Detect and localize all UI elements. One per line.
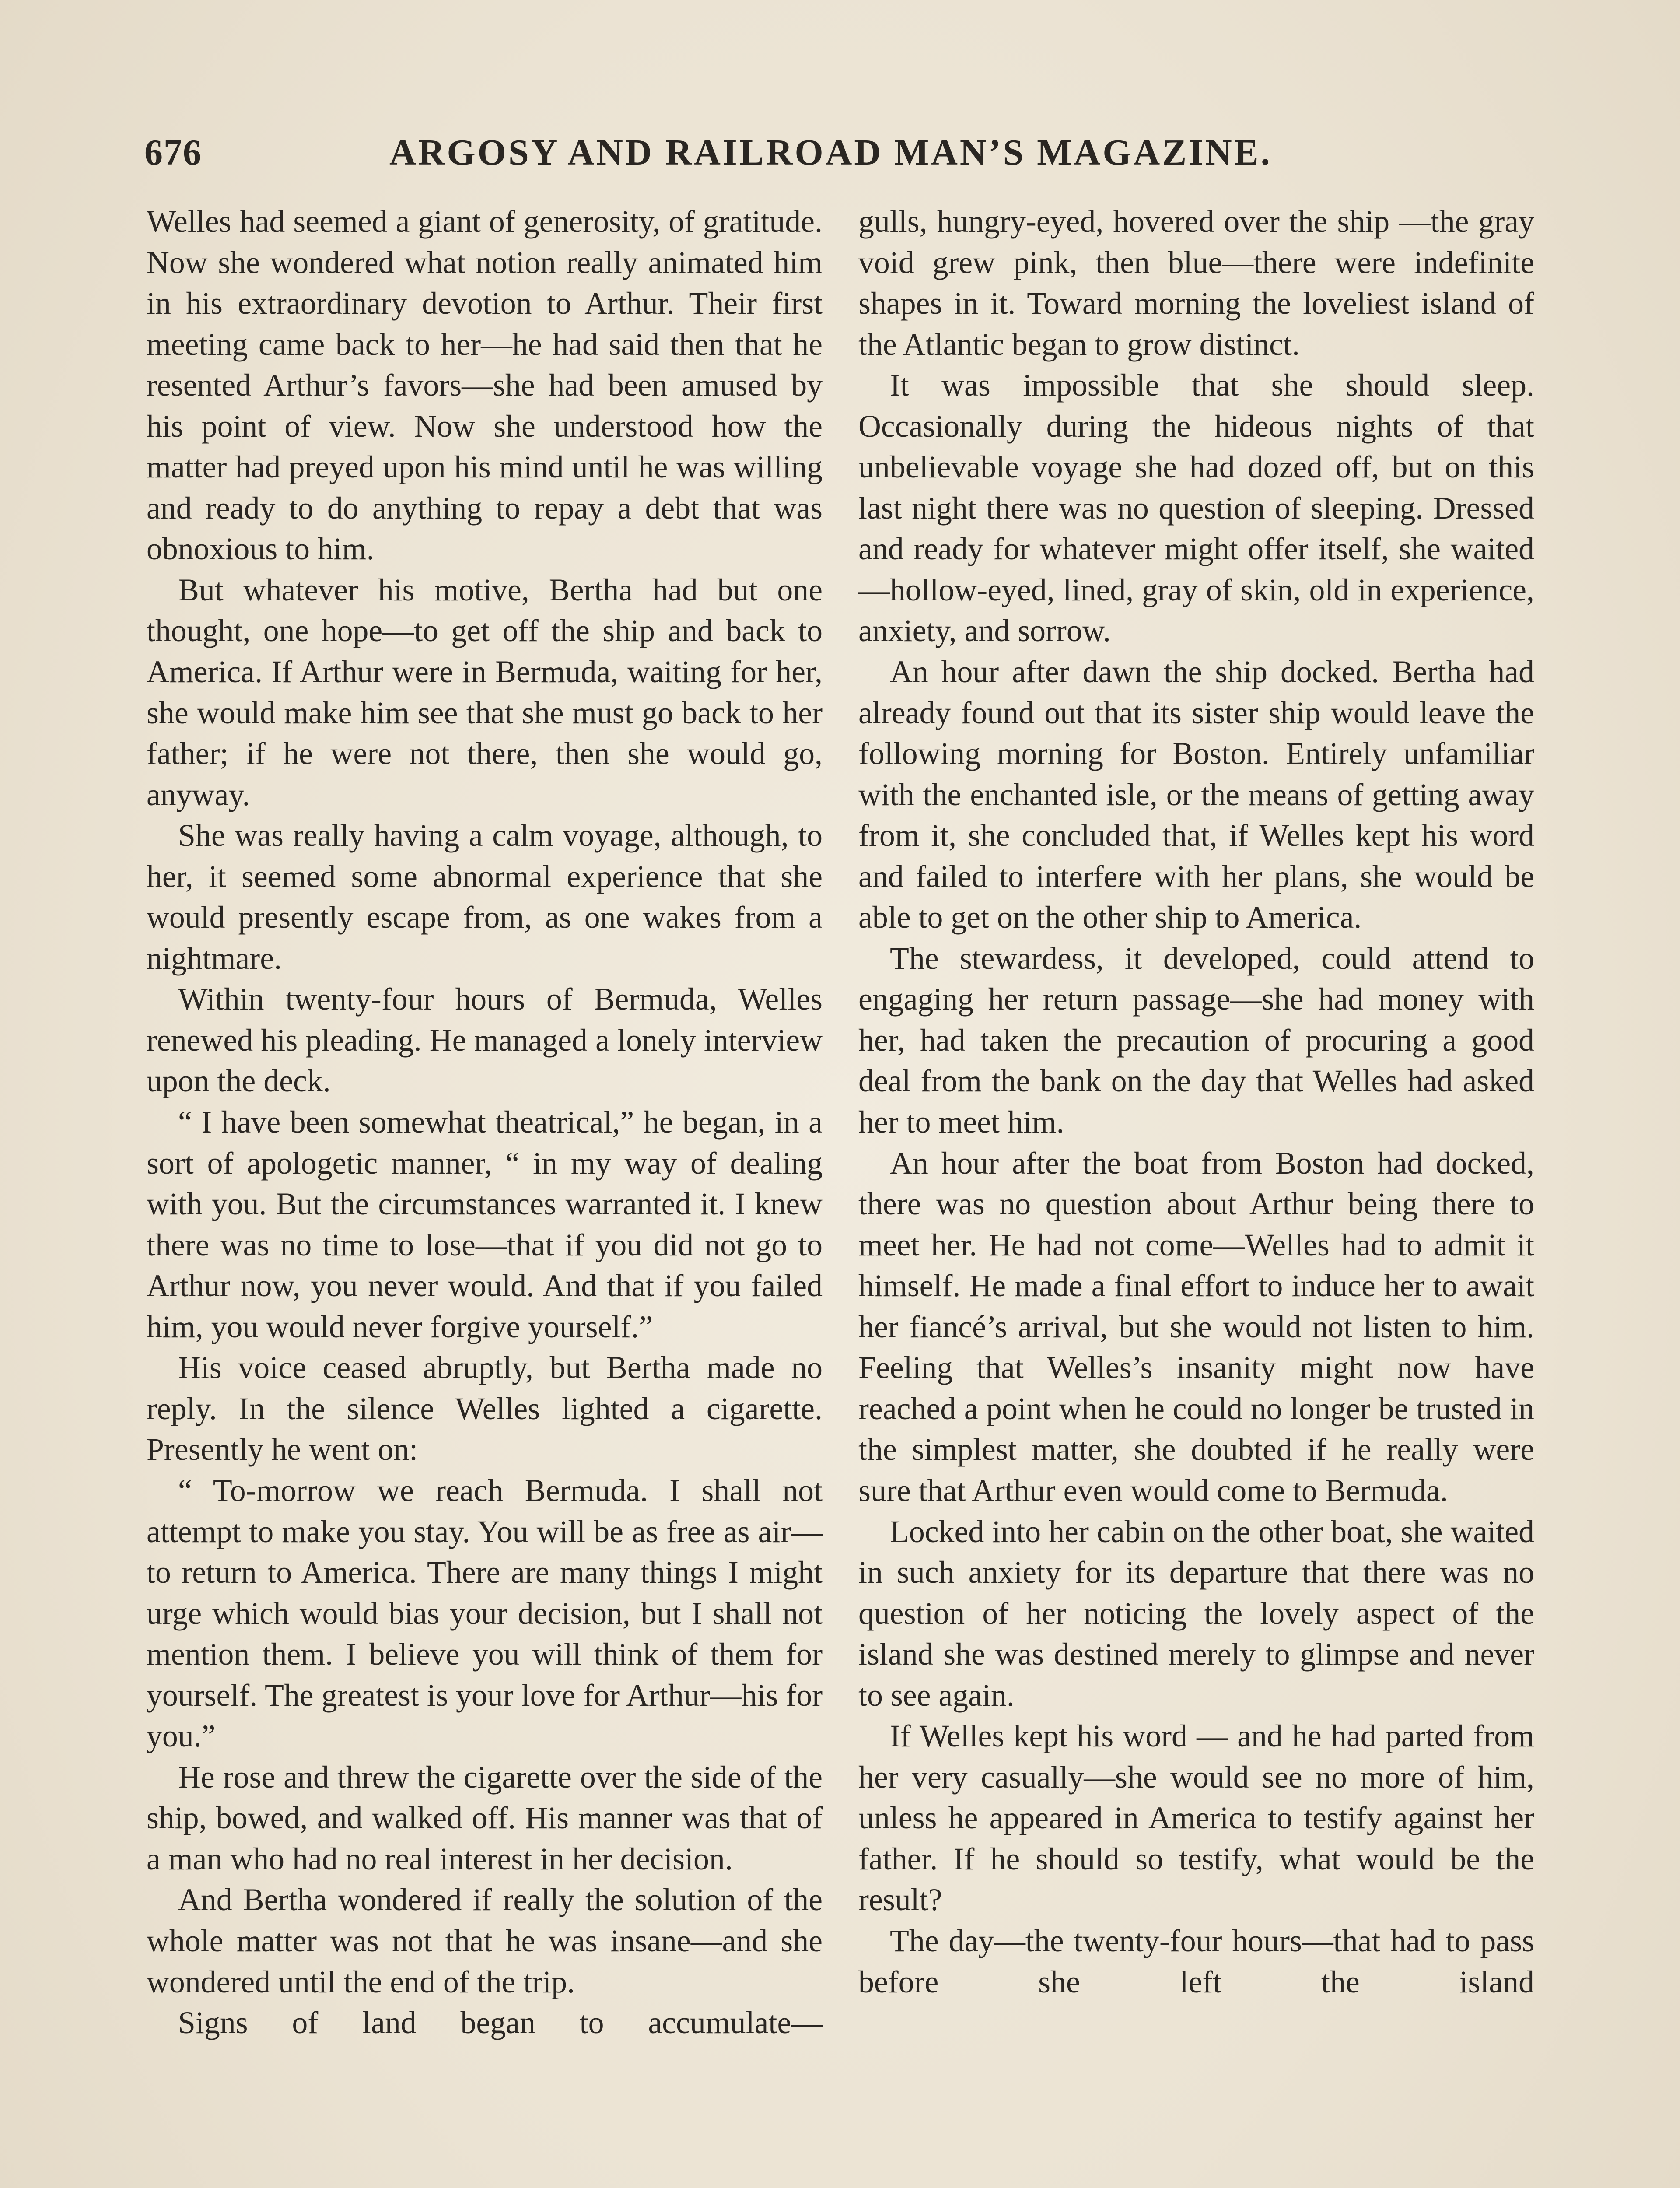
paragraph: Within twenty-four hours of Bermuda, Welles renewed his pleading. He managed a lonely interview upon the deck. <box>147 982 822 1099</box>
page-number: 676 <box>144 132 202 173</box>
paragraph: He rose and threw the cigarette over the side of the ship, bowed, and walked off. His manner was that of a man who had no real interest in her decision. <box>147 1759 822 1876</box>
paragraph: An hour after the boat from Boston had docked, there was no question about Arthur being there to meet her. He had not come—Welles had to admit it himself. He made a final effort to induce her to await her fiancé’s arrival, but she would not listen to him. Feeling that Welles’s insanity might now have reached a point when he could no longer be trusted in the simplest matter, she doubted if he really were sure that Arthur even would come to Bermuda. <box>858 1145 1534 1508</box>
paragraph: gulls, hungry-eyed, hovered over the ship —the gray void grew pink, then blue—there were indefinite shapes in it. Toward morning the loveliest island of the Atlantic began to grow distinct. <box>858 204 1534 362</box>
left-column <box>147 201 822 2188</box>
right-column <box>858 201 1534 2188</box>
paragraph: But whatever his motive, Bertha had but one thought, one hope—to get off the ship and back to America. If Arthur were in Bermuda, waiting for her, she would make him see that she must go back to her father; if he were not there, then she would go, anyway. <box>147 572 822 812</box>
paragraph: His voice ceased abruptly, but Bertha made no reply. In the silence Welles lighted a cigarette. Presently he went on: <box>147 1350 822 1467</box>
paragraph: The stewardess, it developed, could attend to engaging her return passage—she had money with her, had taken the precaution of procuring a good deal from the bank on the day that Welles had asked her to meet him. <box>858 940 1534 1140</box>
paragraph: She was really having a calm voyage, although, to her, it seemed some abnormal experience that she would presently escape from, as one wakes from a nightmare. <box>147 818 822 976</box>
paragraph: Locked into her cabin on the other boat, she waited in such anxiety for its departure that there was no question of her noticing the lovely aspect of the island she was destined merely to glimpse and never to see again. <box>858 1514 1534 1713</box>
paragraph: Signs of land began to accumulate— <box>178 2005 822 2041</box>
page-header <box>144 131 1544 175</box>
paragraph: If Welles kept his word — and he had parted from her very casually—she would see no more of him, unless he appeared in America to testify against her father. If he should so testify, what would be the result? <box>858 1718 1534 1918</box>
paragraph: An hour after dawn the ship docked. Bertha had already found out that its sister ship would leave the following morning for Boston. Entirely unfamiliar with the enchanted isle, or the means of getting away from it, she concluded that, if Welles kept his word and failed to interfere with her plans, she would be able to get on the other ship to America. <box>858 654 1534 935</box>
paragraph: And Bertha wondered if really the solution of the whole matter was not that he was insane—and she wondered until the end of the trip. <box>147 1882 822 1999</box>
running-title: ARGOSY AND RAILROAD MAN’S MAGAZINE. <box>389 132 1272 173</box>
paragraph: Welles had seemed a giant of generosity, of gratitude. Now she wondered what notion really animated him in his extraordinary devotion to Arthur. Their first meeting came back to her—he had said then that he resented Arthur’s favors—she had been amused by his point of view. Now she understood how the matter had preyed upon his mind until he was willing and ready to do anything to repay a debt that was obnoxious to him. <box>147 204 822 567</box>
paragraph: It was impossible that she should sleep. Occasionally during the hideous nights of that unbelievable voyage she had dozed off, but on this last night there was no question of sleeping. Dressed and ready for whatever might offer itself, she waited—hollow-eyed, lined, gray of skin, old in experience, anxiety, and sorrow. <box>858 368 1534 649</box>
paragraph: The day—the twenty-four hours—that had to pass before she left the island <box>858 1923 1534 1999</box>
paragraph: “ I have been somewhat theatrical,” he began, in a sort of apologetic manner, “ in my way of dealing with you. But the circumstances warranted it. I knew there was no time to lose—that if you did not go to Arthur now, you never would. And that if you failed him, you would never forgive yourself.” <box>147 1105 822 1344</box>
paragraph: “ To-morrow we reach Bermuda. I shall not attempt to make you stay. You will be as free as air—to return to America. There are many things I might urge which would bias your decision, but I shall not mention them. I believe you will think of them for yourself. The greatest is your love for Arthur—his for you.” <box>147 1473 822 1754</box>
